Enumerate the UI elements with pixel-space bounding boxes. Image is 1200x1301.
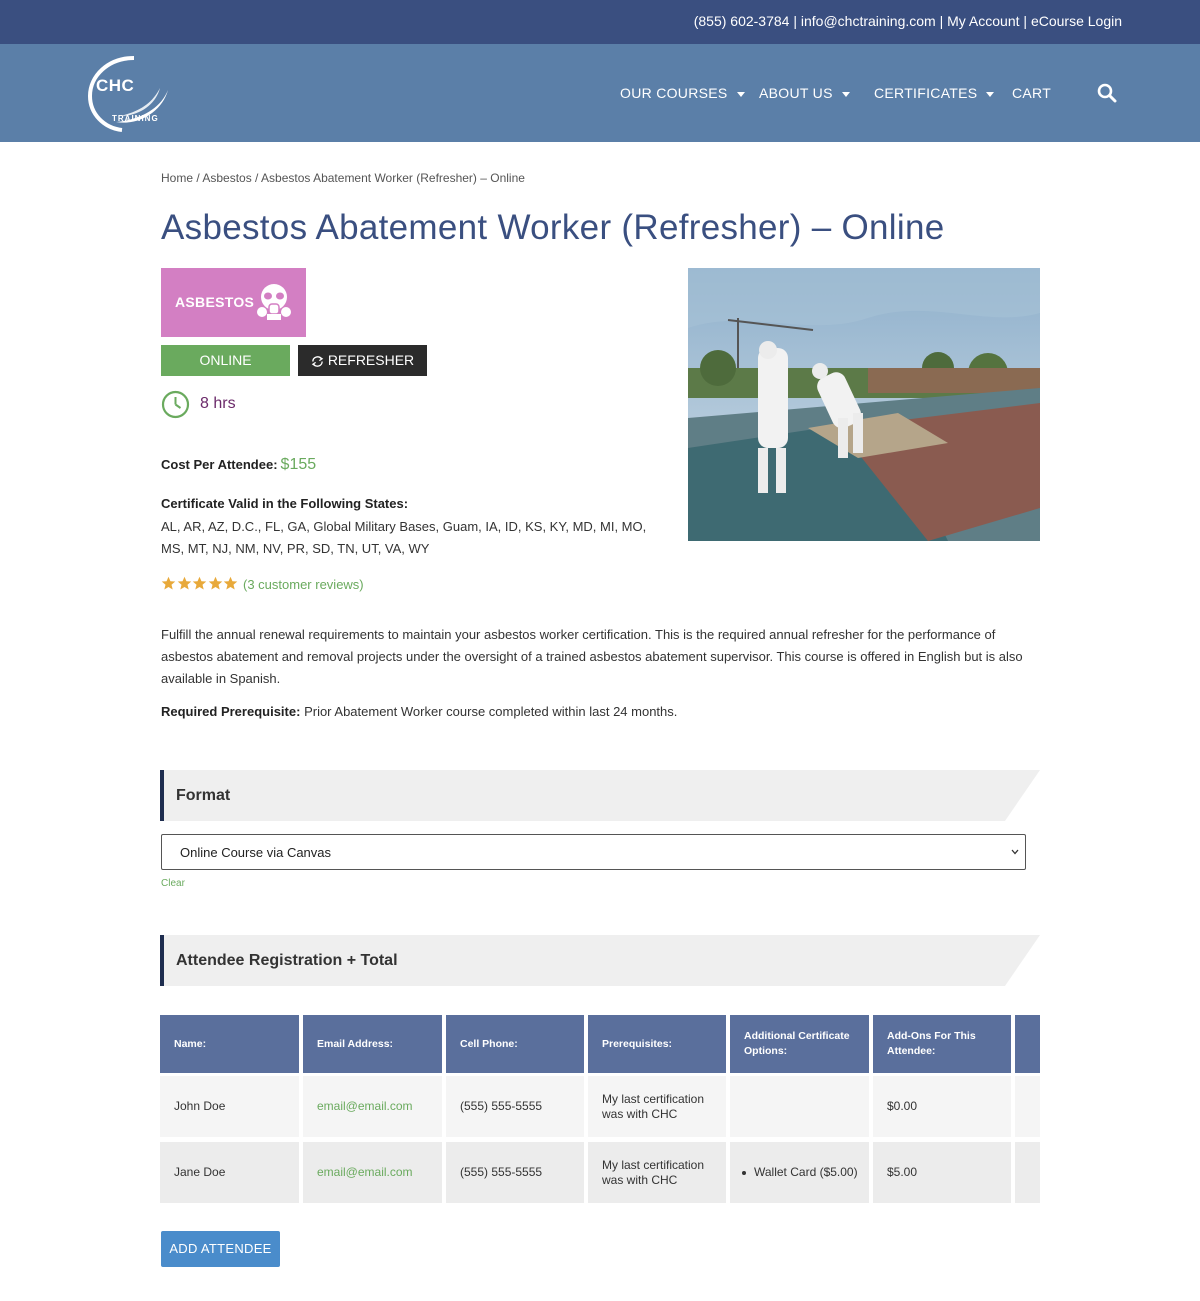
attendee-addons: $5.00	[873, 1142, 1011, 1203]
phone-link[interactable]: (855) 602-3784	[693, 13, 790, 29]
format-select[interactable]	[161, 834, 1026, 870]
chevron-down-icon	[1011, 848, 1019, 856]
format-tag-online[interactable]: ONLINE	[161, 345, 290, 376]
registration-heading: Attendee Registration + Total	[176, 952, 398, 969]
rooftop-workers-illustration	[688, 268, 1040, 541]
attendee-phone[interactable]: (555) 555-5555	[446, 1142, 584, 1203]
course-description: Fulfill the annual renewal requirements to maintain your asbestos worker certification. This is the required annual refresher for the performance of asbestos abatement and removal projects under the oversight of a trained asbestos abatement supervisor. This course is offered in English but is also available in Spanish.	[161, 627, 1023, 686]
star-rating	[161, 576, 239, 594]
column-header-cut	[1015, 1015, 1040, 1073]
column-header: Additional Certificate Options:	[730, 1015, 869, 1073]
chevron-down-icon	[842, 92, 850, 97]
star-icon	[177, 576, 192, 591]
category-label: ASBESTOS	[175, 294, 255, 310]
main-navbar	[0, 44, 1200, 142]
row-cut-cell	[1015, 1076, 1040, 1137]
breadcrumb[interactable]: Home / Asbestos / Asbestos Abatement Worker (Refresher) – Online	[161, 171, 525, 185]
page-title: Asbestos Abatement Worker (Refresher) – Online	[161, 208, 945, 247]
nav-about-us[interactable]: ABOUT US	[759, 85, 850, 101]
states-list: AL, AR, AZ, D.C., FL, GA, Global Military Bases, Guam, IA, ID, KS, KY, MD, MI, MO, MS, MT, NJ, NM, NV, PR, SD, TN, UT, VA, WY	[161, 519, 647, 556]
top-contact-links: (855) 602-3784 | info@chctraining.com | My Account | eCourse Login	[693, 13, 1122, 29]
course-hero-image	[688, 268, 1040, 541]
add-attendee-button[interactable]: ADD ATTENDEE	[161, 1231, 280, 1267]
column-header: Cell Phone:	[446, 1015, 584, 1073]
nav-our-courses[interactable]: OUR COURSES	[620, 85, 745, 101]
column-header: Add-Ons For This Attendee:	[873, 1015, 1011, 1073]
attendee-prerequisite[interactable]: My last certification was with CHC	[588, 1142, 726, 1203]
my-account-link[interactable]: My Account	[947, 13, 1020, 29]
star-icon	[208, 576, 223, 591]
chevron-down-icon	[986, 92, 994, 97]
star-icon	[161, 576, 176, 591]
ecourse-login-link[interactable]: eCourse Login	[1030, 13, 1122, 29]
clock-icon	[161, 390, 190, 419]
star-icon	[192, 576, 207, 591]
attendee-cert-option[interactable]: Wallet Card ($5.00)	[730, 1142, 869, 1203]
row-cut-cell	[1015, 1142, 1040, 1203]
registration-section-header	[160, 935, 1040, 986]
customer-reviews-link[interactable]: (3 customer reviews)	[243, 577, 364, 592]
logo-text: CHC	[96, 76, 135, 95]
type-tag-refresher[interactable]: REFRESHER	[298, 345, 427, 376]
required-prerequisite: Required Prerequisite: Prior Abatement Worker course completed within last 24 months.	[161, 704, 678, 719]
refresh-icon	[311, 355, 324, 368]
email-link[interactable]: info@chctraining.com	[800, 13, 936, 29]
attendee-email[interactable]: email@email.com	[303, 1142, 442, 1203]
course-duration: 8 hrs	[200, 395, 236, 412]
chc-logo[interactable]	[86, 54, 182, 134]
bullet-icon	[742, 1171, 746, 1175]
attendee-name[interactable]: Jane Doe	[160, 1142, 299, 1203]
top-bar	[0, 0, 1200, 44]
column-header: Email Address:	[303, 1015, 442, 1073]
nav-cart[interactable]: CART	[1012, 85, 1052, 101]
column-header: Prerequisites:	[588, 1015, 726, 1073]
attendee-email[interactable]: email@email.com	[303, 1076, 442, 1137]
search-icon[interactable]	[1097, 83, 1117, 103]
attendee-phone[interactable]: (555) 555-5555	[446, 1076, 584, 1137]
category-badge[interactable]	[161, 268, 306, 337]
nav-certificates[interactable]: CERTIFICATES	[874, 85, 994, 101]
chevron-down-icon	[737, 92, 745, 97]
attendee-addons: $0.00	[873, 1076, 1011, 1137]
format-select-value: Online Course via Canvas	[180, 845, 332, 860]
star-icon	[223, 576, 238, 591]
clear-format-link[interactable]: Clear	[161, 878, 185, 889]
format-heading: Format	[176, 787, 231, 804]
attendee-cert-option[interactable]	[730, 1076, 869, 1137]
attendee-name[interactable]: John Doe	[160, 1076, 299, 1137]
attendee-prerequisite[interactable]: My last certification was with CHC	[588, 1076, 726, 1137]
course-price: $155	[280, 456, 317, 473]
gas-mask-icon	[255, 282, 293, 322]
column-header: Name:	[160, 1015, 299, 1073]
states-label: Certificate Valid in the Following States:	[161, 496, 409, 511]
logo-subtext: TRAINING	[112, 114, 159, 123]
attendee-table	[160, 1015, 1040, 1203]
cost-per-attendee: Cost Per Attendee: $155	[161, 456, 317, 473]
format-section-header	[160, 770, 1040, 821]
